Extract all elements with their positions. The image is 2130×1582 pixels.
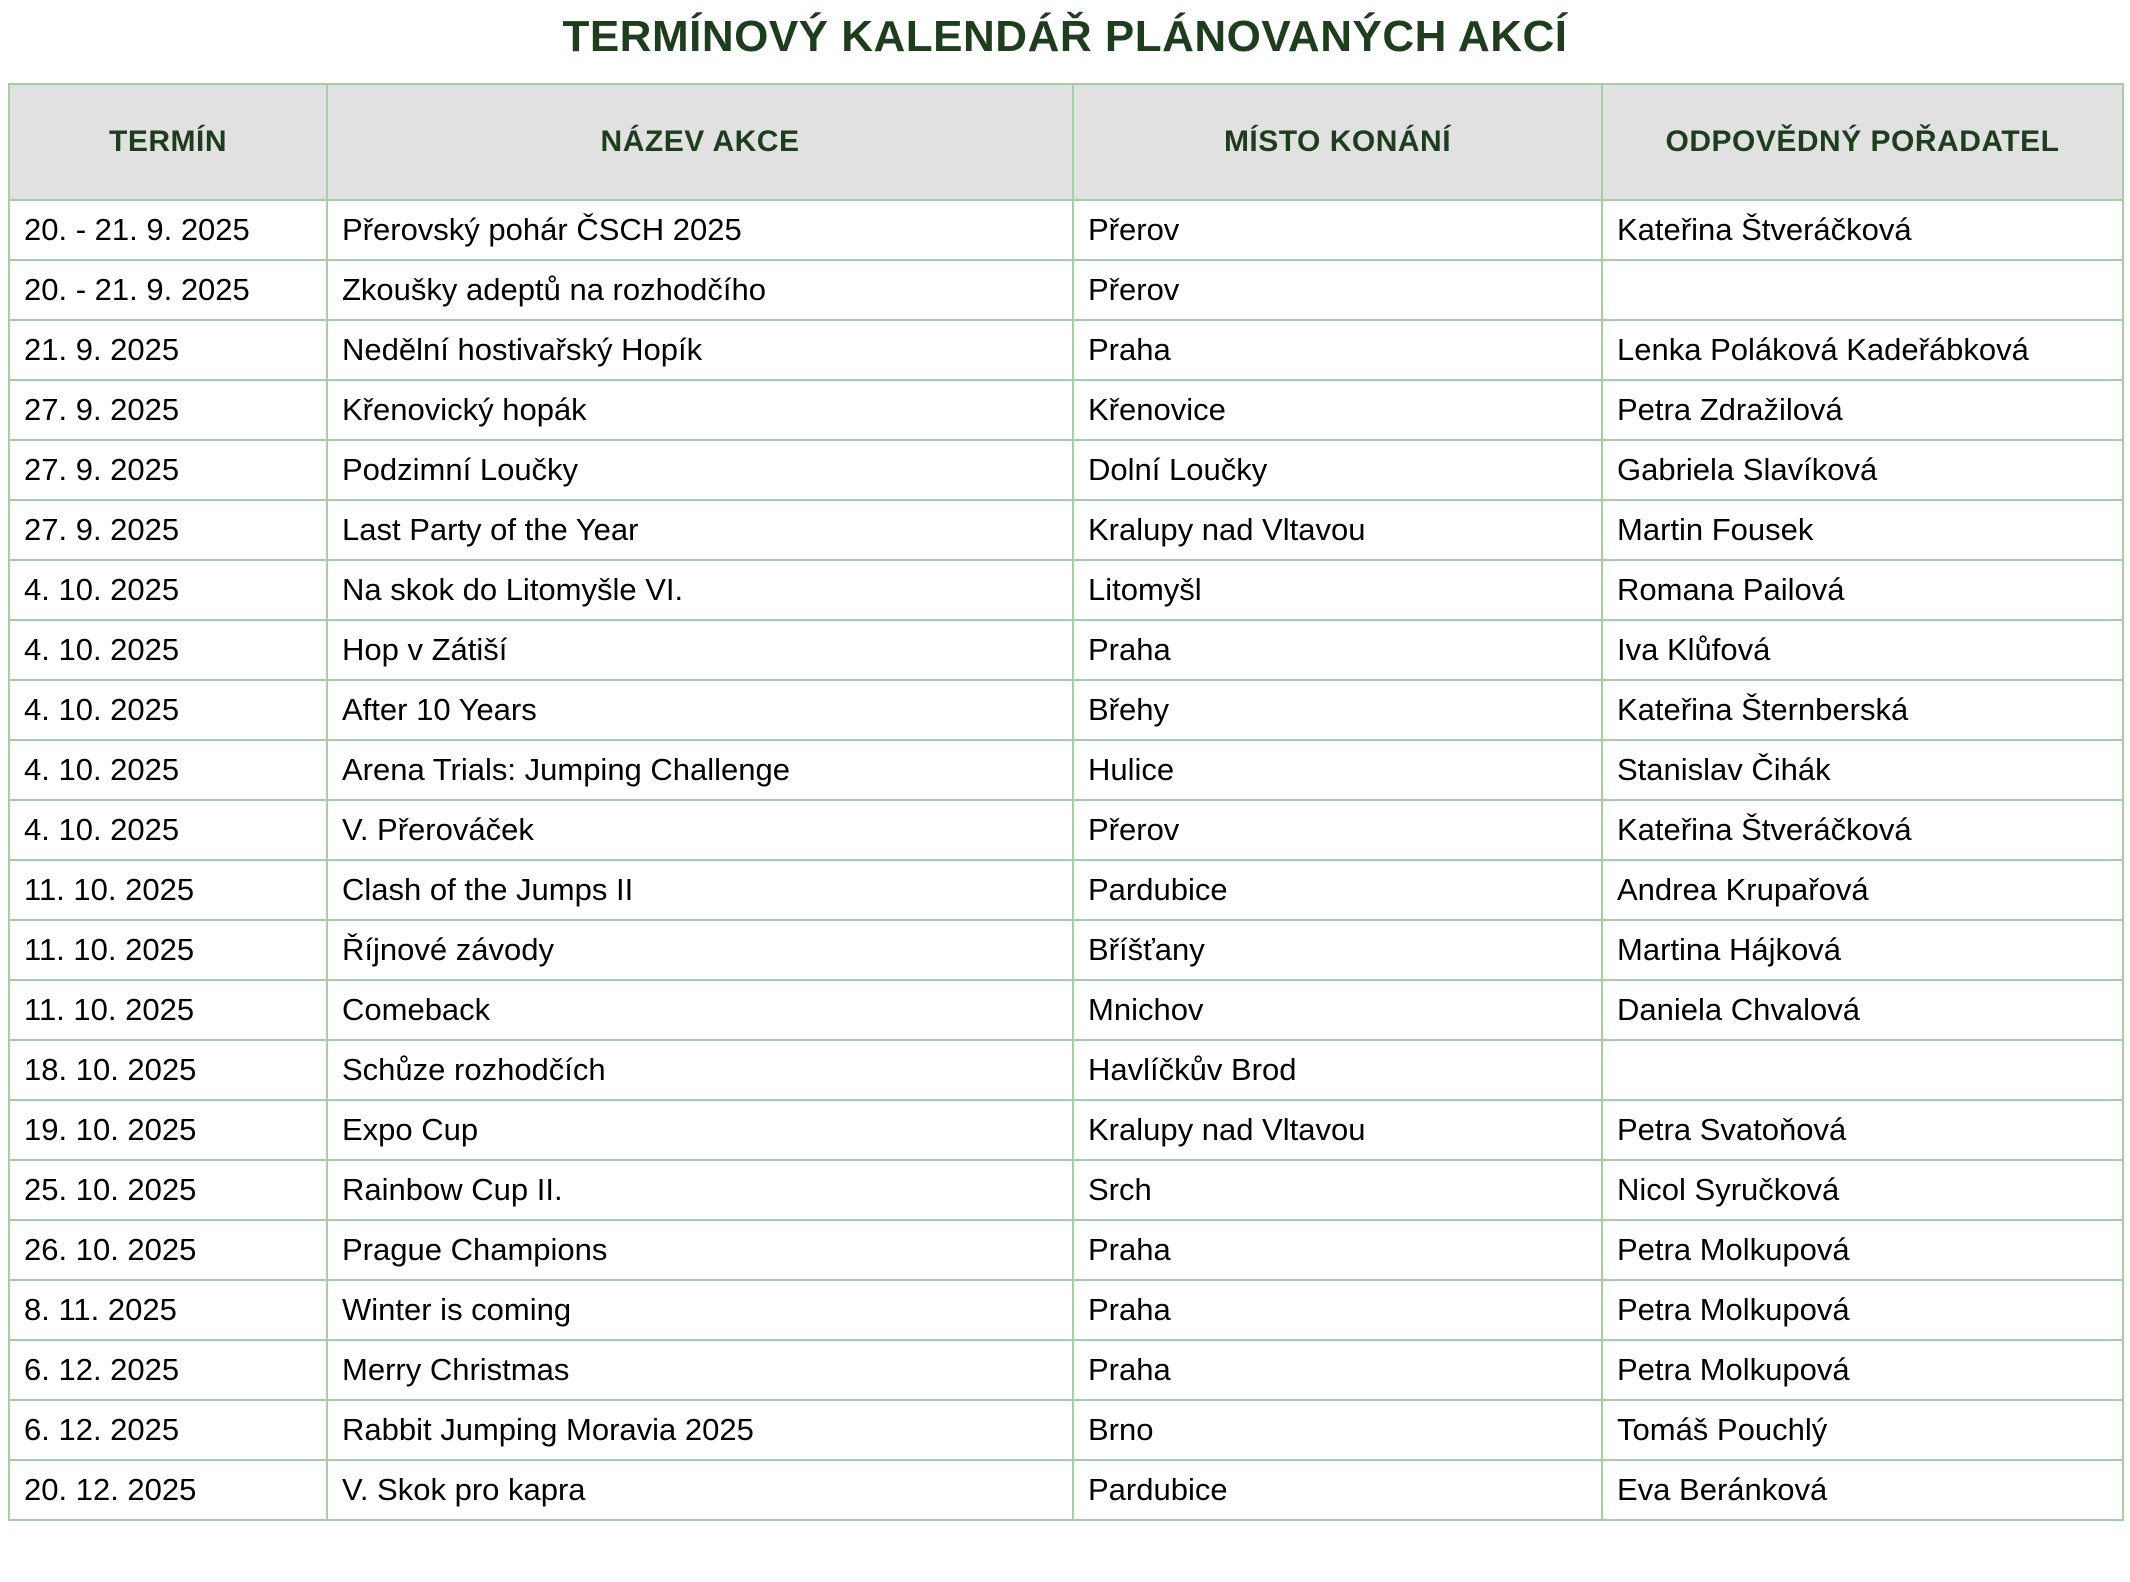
- cell-odpovedny-poradatel: Stanislav Čihák: [1602, 740, 2123, 800]
- cell-nazev-akce: Schůze rozhodčích: [327, 1040, 1073, 1100]
- column-header-nazev-akce: NÁZEV AKCE: [327, 84, 1073, 200]
- cell-termin: 4. 10. 2025: [9, 680, 327, 740]
- table-row: [9, 440, 2123, 500]
- cell-termin: 25. 10. 2025: [9, 1160, 327, 1220]
- cell-nazev-akce: Nedělní hostivařský Hopík: [327, 320, 1073, 380]
- cell-termin: 6. 12. 2025: [9, 1340, 327, 1400]
- cell-termin: 20. - 21. 9. 2025: [9, 200, 327, 260]
- table-row: [9, 1460, 2123, 1520]
- cell-misto-konani: Brno: [1073, 1400, 1602, 1460]
- cell-termin: 4. 10. 2025: [9, 620, 327, 680]
- page-title: TERMÍNOVÝ KALENDÁŘ PLÁNOVANÝCH AKCÍ: [562, 12, 1568, 61]
- cell-nazev-akce: Comeback: [327, 980, 1073, 1040]
- table-row: [9, 680, 2123, 740]
- cell-odpovedny-poradatel: Kateřina Štveráčková: [1602, 200, 2123, 260]
- cell-misto-konani: Mnichov: [1073, 980, 1602, 1040]
- cell-nazev-akce: Winter is coming: [327, 1280, 1073, 1340]
- table-row: [9, 920, 2123, 980]
- cell-nazev-akce: V. Přerováček: [327, 800, 1073, 860]
- event-table-body: [9, 200, 2123, 1520]
- cell-misto-konani: Přerov: [1073, 800, 1602, 860]
- table-row: [9, 560, 2123, 620]
- table-row: [9, 1220, 2123, 1280]
- cell-odpovedny-poradatel: [1602, 260, 2123, 320]
- table-row: [9, 320, 2123, 380]
- cell-odpovedny-poradatel: Martina Hájková: [1602, 920, 2123, 980]
- cell-nazev-akce: Podzimní Loučky: [327, 440, 1073, 500]
- cell-termin: 26. 10. 2025: [9, 1220, 327, 1280]
- cell-nazev-akce: Zkoušky adeptů na rozhodčího: [327, 260, 1073, 320]
- table-row: [9, 860, 2123, 920]
- table-header: [9, 84, 2123, 200]
- cell-termin: 11. 10. 2025: [9, 920, 327, 980]
- cell-termin: 21. 9. 2025: [9, 320, 327, 380]
- cell-termin: 27. 9. 2025: [9, 380, 327, 440]
- cell-misto-konani: Praha: [1073, 1340, 1602, 1400]
- cell-odpovedny-poradatel: Petra Molkupová: [1602, 1340, 2123, 1400]
- cell-misto-konani: Hulice: [1073, 740, 1602, 800]
- cell-nazev-akce: Říjnové závody: [327, 920, 1073, 980]
- column-header-termin: TERMÍN: [9, 84, 327, 200]
- table-row: [9, 500, 2123, 560]
- cell-odpovedny-poradatel: Eva Beránková: [1602, 1460, 2123, 1520]
- table-row: [9, 1280, 2123, 1340]
- table-row: [9, 380, 2123, 440]
- cell-termin: 4. 10. 2025: [9, 560, 327, 620]
- cell-misto-konani: Břehy: [1073, 680, 1602, 740]
- cell-misto-konani: Pardubice: [1073, 1460, 1602, 1520]
- table-row: [9, 260, 2123, 320]
- table-row: [9, 200, 2123, 260]
- cell-odpovedny-poradatel: Gabriela Slavíková: [1602, 440, 2123, 500]
- table-row: [9, 980, 2123, 1040]
- cell-misto-konani: Křenovice: [1073, 380, 1602, 440]
- cell-termin: 27. 9. 2025: [9, 500, 327, 560]
- cell-misto-konani: Přerov: [1073, 200, 1602, 260]
- cell-odpovedny-poradatel: [1602, 1040, 2123, 1100]
- cell-nazev-akce: Na skok do Litomyšle VI.: [327, 560, 1073, 620]
- cell-odpovedny-poradatel: Kateřina Štveráčková: [1602, 800, 2123, 860]
- cell-odpovedny-poradatel: Romana Pailová: [1602, 560, 2123, 620]
- cell-odpovedny-poradatel: Martin Fousek: [1602, 500, 2123, 560]
- cell-misto-konani: Kralupy nad Vltavou: [1073, 1100, 1602, 1160]
- cell-termin: 11. 10. 2025: [9, 860, 327, 920]
- cell-misto-konani: Praha: [1073, 620, 1602, 680]
- cell-termin: 4. 10. 2025: [9, 740, 327, 800]
- cell-odpovedny-poradatel: Petra Zdražilová: [1602, 380, 2123, 440]
- cell-termin: 19. 10. 2025: [9, 1100, 327, 1160]
- cell-misto-konani: Pardubice: [1073, 860, 1602, 920]
- table-header-row: [9, 84, 2123, 200]
- cell-termin: 4. 10. 2025: [9, 800, 327, 860]
- cell-nazev-akce: Křenovický hopák: [327, 380, 1073, 440]
- event-calendar-table: [8, 83, 2124, 1521]
- cell-misto-konani: Dolní Loučky: [1073, 440, 1602, 500]
- cell-misto-konani: Praha: [1073, 1280, 1602, 1340]
- cell-odpovedny-poradatel: Lenka Poláková Kadeřábková: [1602, 320, 2123, 380]
- cell-nazev-akce: Přerovský pohár ČSCH 2025: [327, 200, 1073, 260]
- cell-odpovedny-poradatel: Iva Klůfová: [1602, 620, 2123, 680]
- cell-termin: 8. 11. 2025: [9, 1280, 327, 1340]
- cell-nazev-akce: Rabbit Jumping Moravia 2025: [327, 1400, 1073, 1460]
- cell-nazev-akce: Rainbow Cup II.: [327, 1160, 1073, 1220]
- cell-misto-konani: Praha: [1073, 320, 1602, 380]
- cell-misto-konani: Přerov: [1073, 260, 1602, 320]
- cell-odpovedny-poradatel: Petra Molkupová: [1602, 1220, 2123, 1280]
- cell-termin: 11. 10. 2025: [9, 980, 327, 1040]
- cell-misto-konani: Srch: [1073, 1160, 1602, 1220]
- cell-odpovedny-poradatel: Petra Molkupová: [1602, 1280, 2123, 1340]
- cell-misto-konani: Bříšťany: [1073, 920, 1602, 980]
- cell-nazev-akce: Merry Christmas: [327, 1340, 1073, 1400]
- cell-odpovedny-poradatel: Nicol Syručková: [1602, 1160, 2123, 1220]
- cell-misto-konani: Kralupy nad Vltavou: [1073, 500, 1602, 560]
- cell-odpovedny-poradatel: Daniela Chvalová: [1602, 980, 2123, 1040]
- table-row: [9, 1340, 2123, 1400]
- cell-nazev-akce: Hop v Zátiší: [327, 620, 1073, 680]
- table-row: [9, 620, 2123, 680]
- cell-nazev-akce: Expo Cup: [327, 1100, 1073, 1160]
- cell-termin: 18. 10. 2025: [9, 1040, 327, 1100]
- cell-nazev-akce: After 10 Years: [327, 680, 1073, 740]
- column-header-odpovedny-poradatel: ODPOVĚDNÝ POŘADATEL: [1602, 84, 2123, 200]
- table-row: [9, 1160, 2123, 1220]
- cell-odpovedny-poradatel: Tomáš Pouchlý: [1602, 1400, 2123, 1460]
- cell-misto-konani: Praha: [1073, 1220, 1602, 1280]
- cell-nazev-akce: Last Party of the Year: [327, 500, 1073, 560]
- cell-odpovedny-poradatel: Petra Svatoňová: [1602, 1100, 2123, 1160]
- cell-termin: 20. 12. 2025: [9, 1460, 327, 1520]
- table-row: [9, 1040, 2123, 1100]
- cell-misto-konani: Havlíčkův Brod: [1073, 1040, 1602, 1100]
- table-row: [9, 740, 2123, 800]
- cell-odpovedny-poradatel: Andrea Krupařová: [1602, 860, 2123, 920]
- cell-nazev-akce: Clash of the Jumps II: [327, 860, 1073, 920]
- cell-termin: 6. 12. 2025: [9, 1400, 327, 1460]
- cell-nazev-akce: Arena Trials: Jumping Challenge: [327, 740, 1073, 800]
- cell-odpovedny-poradatel: Kateřina Šternberská: [1602, 680, 2123, 740]
- table-row: [9, 1100, 2123, 1160]
- cell-termin: 20. - 21. 9. 2025: [9, 260, 327, 320]
- cell-nazev-akce: V. Skok pro kapra: [327, 1460, 1073, 1520]
- table-row: [9, 800, 2123, 860]
- cell-misto-konani: Litomyšl: [1073, 560, 1602, 620]
- column-header-misto-konani: MÍSTO KONÁNÍ: [1073, 84, 1602, 200]
- cell-termin: 27. 9. 2025: [9, 440, 327, 500]
- table-row: [9, 1400, 2123, 1460]
- cell-nazev-akce: Prague Champions: [327, 1220, 1073, 1280]
